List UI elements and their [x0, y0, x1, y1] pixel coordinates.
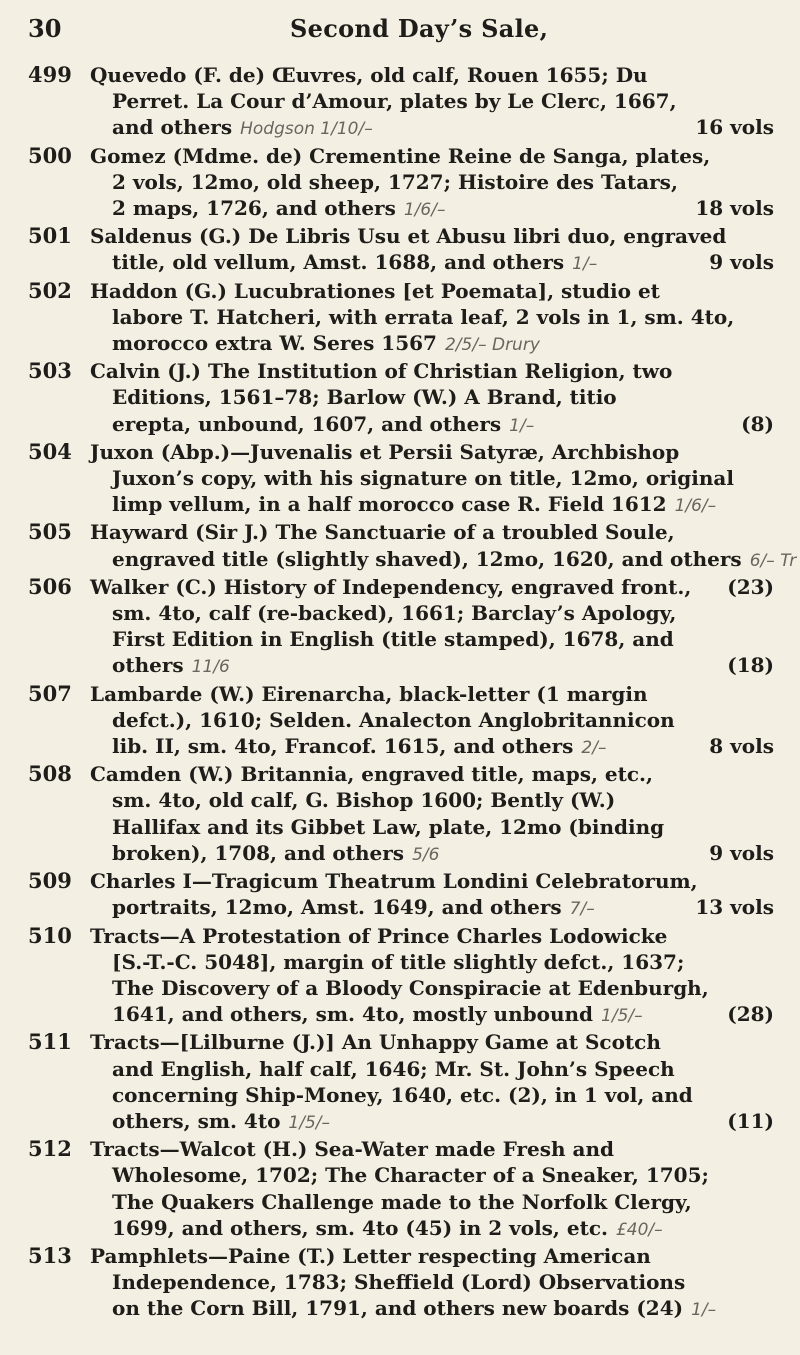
- lot-entry: [0, 923, 800, 1030]
- running-title: Second Day’s Sale,: [290, 14, 549, 43]
- handwritten-price-note: 1/6/–: [674, 496, 717, 517]
- lot-line-text: [S.-T.-C. 5048], margin of title slightly defct., 1637;: [112, 949, 685, 974]
- lot-description-line: [90, 439, 780, 465]
- lot-description-line: [112, 626, 780, 652]
- lot-description-line: [112, 411, 780, 439]
- lot-entry: [0, 223, 800, 277]
- lot-description-line: [112, 1082, 780, 1108]
- lot-entry: [0, 761, 800, 868]
- lot-description-line: [90, 278, 780, 304]
- lot-line-text: Calvin (J.) The Institution of Christian Religion, two: [90, 359, 673, 384]
- lot-line-text: and others: [112, 115, 233, 140]
- lot-line-text: Lambarde (W.) Eirenarcha, black-letter (1 margin: [90, 681, 648, 706]
- lot-description-line: [112, 1108, 780, 1136]
- lot-count: (8): [741, 411, 774, 436]
- lot-description-line: [112, 491, 780, 519]
- lot-number: 502: [28, 277, 72, 303]
- lot-description-line: [90, 681, 780, 707]
- lot-line-text: The Discovery of a Bloody Conspiracie at Edenburgh,: [112, 975, 709, 1000]
- lot-line-text: portraits, 12mo, Amst. 1649, and others: [112, 895, 562, 920]
- handwritten-price-note: £40/–: [615, 1219, 663, 1240]
- lot-number: 512: [28, 1136, 72, 1162]
- lot-line-text: defct.), 1610; Selden. Analecton Anglobritannicon: [112, 707, 675, 732]
- lot-description-line: [112, 465, 780, 491]
- handwritten-price-note: 1/5/–: [288, 1112, 331, 1133]
- lot-description-line: [112, 88, 780, 114]
- lot-line-text: Tracts—A Protestation of Prince Charles Lodowicke: [90, 923, 668, 948]
- lot-line-text: Camden (W.) Britannia, engraved title, maps, etc.,: [90, 762, 653, 787]
- lot-entry: [0, 681, 800, 762]
- handwritten-price-note: 6/– Tr: [749, 550, 797, 571]
- lot-description-line: [90, 923, 780, 949]
- lot-description-line: [112, 1189, 780, 1215]
- lot-description-line: [112, 1056, 780, 1082]
- lot-description-line: [90, 868, 780, 894]
- lot-description-line: [90, 1029, 780, 1055]
- lot-line-text: and English, half calf, 1646; Mr. St. John’s Speech: [112, 1056, 675, 1081]
- lot-line-text: 2 vols, 12mo, old sheep, 1727; Histoire des Tatars,: [112, 169, 678, 194]
- handwritten-price-note: 1/–: [509, 415, 535, 436]
- lot-count: 13 vols: [695, 895, 774, 920]
- lot-number: 510: [28, 922, 72, 948]
- lot-line-text: Charles I—Tragicum Theatrum Londini Celebratorum,: [90, 869, 698, 894]
- handwritten-price-note: 7/–: [569, 899, 595, 920]
- lot-line-text: Haddon (G.) Lucubrationes [et Poemata], studio et: [90, 278, 660, 303]
- handwritten-price-note: 11/6: [191, 657, 230, 678]
- lot-count: (23): [727, 574, 774, 599]
- lot-count: (11): [727, 1108, 774, 1133]
- lot-line-text: others: [112, 653, 184, 678]
- lot-description-line: [112, 249, 780, 277]
- lot-line-text: Pamphlets—Paine (T.) Letter respecting American: [90, 1243, 651, 1268]
- lot-description-line: [112, 114, 780, 142]
- lot-line-text: Independence, 1783; Sheffield (Lord) Observations: [112, 1270, 686, 1295]
- lot-description-line: [112, 1215, 780, 1243]
- lot-number: 513: [28, 1242, 72, 1268]
- lot-line-text: limp vellum, in a half morocco case R. Field 1612: [112, 492, 667, 517]
- lot-entry: [0, 1029, 800, 1136]
- lot-count: (18): [727, 653, 774, 678]
- lot-line-text: 1641, and others, sm. 4to, mostly unbound: [112, 1002, 594, 1027]
- lot-count: (28): [727, 1002, 774, 1027]
- handwritten-price-note: 1/5/–: [601, 1006, 643, 1027]
- lot-description-line: [112, 814, 780, 840]
- lot-description-line: [90, 62, 780, 88]
- lot-entry: [0, 868, 800, 922]
- lot-description-line: [112, 1295, 780, 1323]
- lot-line-text: Wholesome, 1702; The Character of a Sneaker, 1705;: [112, 1163, 709, 1188]
- lot-description-line: [112, 169, 780, 195]
- lot-line-text: lib. II, sm. 4to, Francof. 1615, and others: [112, 734, 574, 759]
- lot-description-line: [112, 894, 780, 922]
- lot-count: 18 vols: [695, 196, 774, 221]
- lot-entry: [0, 574, 800, 681]
- lot-entry: [0, 358, 800, 439]
- lot-line-text: erepta, unbound, 1607, and others: [112, 411, 502, 436]
- lot-description-line: [112, 195, 780, 223]
- lot-description-line: [112, 1269, 780, 1295]
- lot-description-line: [112, 975, 780, 1001]
- lot-line-text: labore T. Hatcheri, with errata leaf, 2 vols in 1, sm. 4to,: [112, 304, 735, 329]
- lot-entry: [0, 439, 800, 520]
- page-header: [0, 14, 800, 54]
- lot-description-line: [112, 304, 780, 330]
- lot-count: 9 vols: [709, 840, 774, 865]
- handwritten-price-note: 1/–: [572, 254, 598, 275]
- lot-line-text: Tracts—[Lilburne (J.)] An Unhappy Game at Scotch: [90, 1030, 661, 1055]
- lot-entry: [0, 1243, 800, 1324]
- lot-description-line: [112, 1001, 780, 1029]
- lot-line-text: Editions, 1561–78; Barlow (W.) A Brand, titio: [112, 385, 617, 410]
- lot-line-text: broken), 1708, and others: [112, 840, 405, 865]
- lot-line-text: Hayward (Sir J.) The Sanctuarie of a troubled Soule,: [90, 520, 675, 545]
- lot-count: 8 vols: [709, 734, 774, 759]
- lot-line-text: morocco extra W. Seres 1567: [112, 331, 437, 356]
- lot-description-line: [112, 840, 780, 868]
- lot-line-text: Hallifax and its Gibbet Law, plate, 12mo (binding: [112, 814, 665, 839]
- lot-description-line: [112, 600, 780, 626]
- lot-description-line: [112, 733, 780, 761]
- lot-description-line: [90, 519, 780, 545]
- lot-number: 507: [28, 680, 72, 706]
- lot-line-text: 1699, and others, sm. 4to (45) in 2 vols, etc.: [112, 1215, 608, 1240]
- lot-number: 508: [28, 761, 72, 787]
- lot-line-text: sm. 4to, calf (re-backed), 1661; Barclay’s Apology,: [112, 601, 677, 626]
- lot-description-line: [90, 761, 780, 787]
- lot-description-line: [90, 1243, 780, 1269]
- lot-line-text: Saldenus (G.) De Libris Usu et Abusu libri duo, engraved: [90, 224, 727, 249]
- lot-description-line: [90, 143, 780, 169]
- lot-description-line: [112, 384, 780, 410]
- lot-line-text: First Edition in English (title stamped), 1678, and: [112, 627, 674, 652]
- lot-number: 499: [28, 62, 72, 87]
- lot-count: 16 vols: [695, 115, 774, 140]
- lot-entry: [0, 143, 800, 224]
- lot-line-text: The Quakers Challenge made to the Norfolk Clergy,: [112, 1189, 692, 1214]
- lot-line-text: Quevedo (F. de) Œuvres, old calf, Rouen 1655; Du: [90, 63, 648, 87]
- lot-description-line: [90, 574, 780, 600]
- lot-list: [0, 62, 800, 1324]
- lot-number: 501: [28, 223, 72, 249]
- lot-line-text: on the Corn Bill, 1791, and others new boards (24): [112, 1296, 684, 1321]
- lot-line-text: engraved title (slightly shaved), 12mo, 1620, and others: [112, 546, 742, 571]
- lot-line-text: Tracts—Walcot (H.) Sea-Water made Fresh and: [90, 1137, 614, 1162]
- lot-number: 511: [28, 1029, 72, 1055]
- lot-number: 506: [28, 573, 72, 599]
- lot-line-text: concerning Ship-Money, 1640, etc. (2), in 1 vol, and: [112, 1082, 693, 1107]
- lot-line-text: Juxon’s copy, with his signature on title, 12mo, original: [112, 466, 734, 491]
- lot-description-line: [90, 223, 780, 249]
- lot-description-line: [112, 330, 780, 358]
- handwritten-price-note: Hodgson 1/10/–: [240, 119, 373, 140]
- lot-description-line: [90, 1136, 780, 1162]
- lot-line-text: Perret. La Cour d’Amour, plates by Le Clerc, 1667,: [112, 89, 677, 114]
- handwritten-price-note: 1/–: [691, 1300, 717, 1321]
- lot-number: 500: [28, 142, 72, 168]
- lot-entry: [0, 1136, 800, 1243]
- lot-number: 505: [28, 519, 72, 545]
- lot-number: 509: [28, 868, 72, 894]
- lot-description-line: [112, 1162, 780, 1188]
- lot-description-line: [112, 652, 780, 680]
- lot-count: 9 vols: [709, 250, 774, 275]
- lot-line-text: others, sm. 4to: [112, 1108, 281, 1133]
- lot-description-line: [112, 949, 780, 975]
- lot-entry: [0, 278, 800, 359]
- lot-line-text: Juxon (Abp.)—Juvenalis et Persii Satyræ, Archbishop: [90, 439, 680, 464]
- lot-entry: [0, 62, 800, 143]
- lot-description-line: [112, 787, 780, 813]
- handwritten-price-note: 5/6: [412, 844, 440, 865]
- handwritten-price-note: 2/5/– Drury: [444, 335, 540, 356]
- lot-line-text: title, old vellum, Amst. 1688, and others: [112, 250, 565, 275]
- lot-description-line: [112, 707, 780, 733]
- page-number: 30: [28, 14, 62, 43]
- lot-line-text: Walker (C.) History of Independency, engraved front.,: [90, 574, 692, 599]
- lot-description-line: [90, 358, 780, 384]
- lot-line-text: Gomez (Mdme. de) Crementine Reine de Sanga, plates,: [90, 143, 711, 168]
- lot-line-text: sm. 4to, old calf, G. Bishop 1600; Bently (W.): [112, 788, 616, 813]
- lot-number: 503: [28, 358, 72, 384]
- handwritten-price-note: 1/6/–: [403, 200, 446, 221]
- lot-line-text: 2 maps, 1726, and others: [112, 196, 396, 221]
- handwritten-price-note: 2/–: [581, 738, 607, 759]
- lot-number: 504: [28, 438, 72, 464]
